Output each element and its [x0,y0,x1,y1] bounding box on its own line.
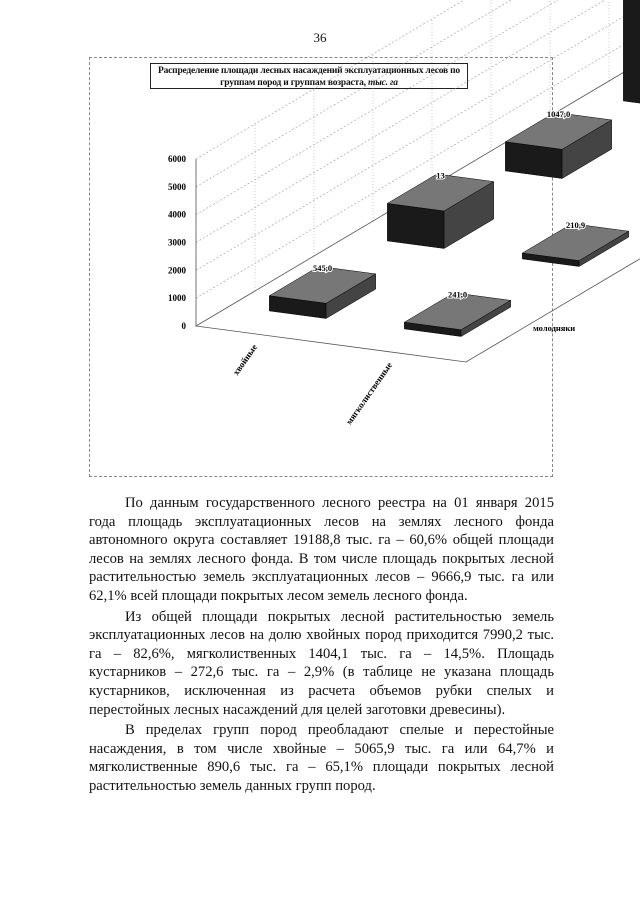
category-label: хвойные [230,342,260,377]
chart-title-unit: тыс. га [368,78,398,88]
y-axis-ticks [168,154,187,331]
data-label: 241,0 [447,289,468,300]
category-label: мягколиственные [343,360,395,427]
paragraph-2: Из общей площади покрытых лесной растительностью земель эксплуатационных лесов на долю хвойных пород приходится 7990,2 тыс. га – 82,6%, мягколиственных 1404,1 тыс. га – 14,5%. Площадь кустарников – 272,6 тыс. га – 2,9% (в таблице не указана площадь кустарников, исключенная из расчета объемов рубки спелых и перестойных лесных насаждений для целей заготовки древесины). [89,608,554,718]
chart-floor [196,0,640,362]
chart-bars [269,0,640,336]
y-tick-label: 5000 [168,181,186,192]
data-label: 13 [436,170,445,181]
data-label: 545,0 [312,262,333,273]
y-tick-label: 2000 [168,265,186,276]
y-tick-label: 4000 [168,209,186,220]
y-tick-label: 1000 [168,293,186,304]
category-labels [231,342,394,426]
y-tick-label: 6000 [168,154,186,164]
grid-line [196,0,640,215]
body-text [89,494,554,798]
y-tick-label: 0 [181,321,186,331]
paragraph-1: По данным государственного лесного реестра на 01 января 2015 года площадь эксплуатационных лесов на землях лесного фонда автономного округа составляет 19188,8 тыс. га – 60,6% общей площади лесов на землях лесного фонда. В том числе площадь покрытых лесной растительностью земель эксплуатационных лесов – 9666,9 тыс. га или 62,1% всей площади покрытых лесом земель лесного фонда. [89,495,554,604]
y-tick-label: 3000 [168,237,186,248]
page-number: 36 [313,30,327,45]
data-label: 1047,0 [546,108,571,119]
chart-title-text: Распределение площади лесных насаждений эксплуатационных лесов по группам пород и группам возраста, [158,66,460,88]
bar-front [387,203,444,248]
paragraph-3: В пределах групп пород преобладают спелые и перестойные насаждения, в том числе хвойные – 5065,9 тыс. га или 64,7% и мягколиственные 890,6 тыс. га – 65,1% площади покрытых лесной растительностью земель данных групп пород. [89,722,554,794]
data-label: 210,9 [565,220,586,231]
series-label: молодняки [533,323,576,333]
chart-grid [196,0,640,362]
bar-front [623,0,640,108]
